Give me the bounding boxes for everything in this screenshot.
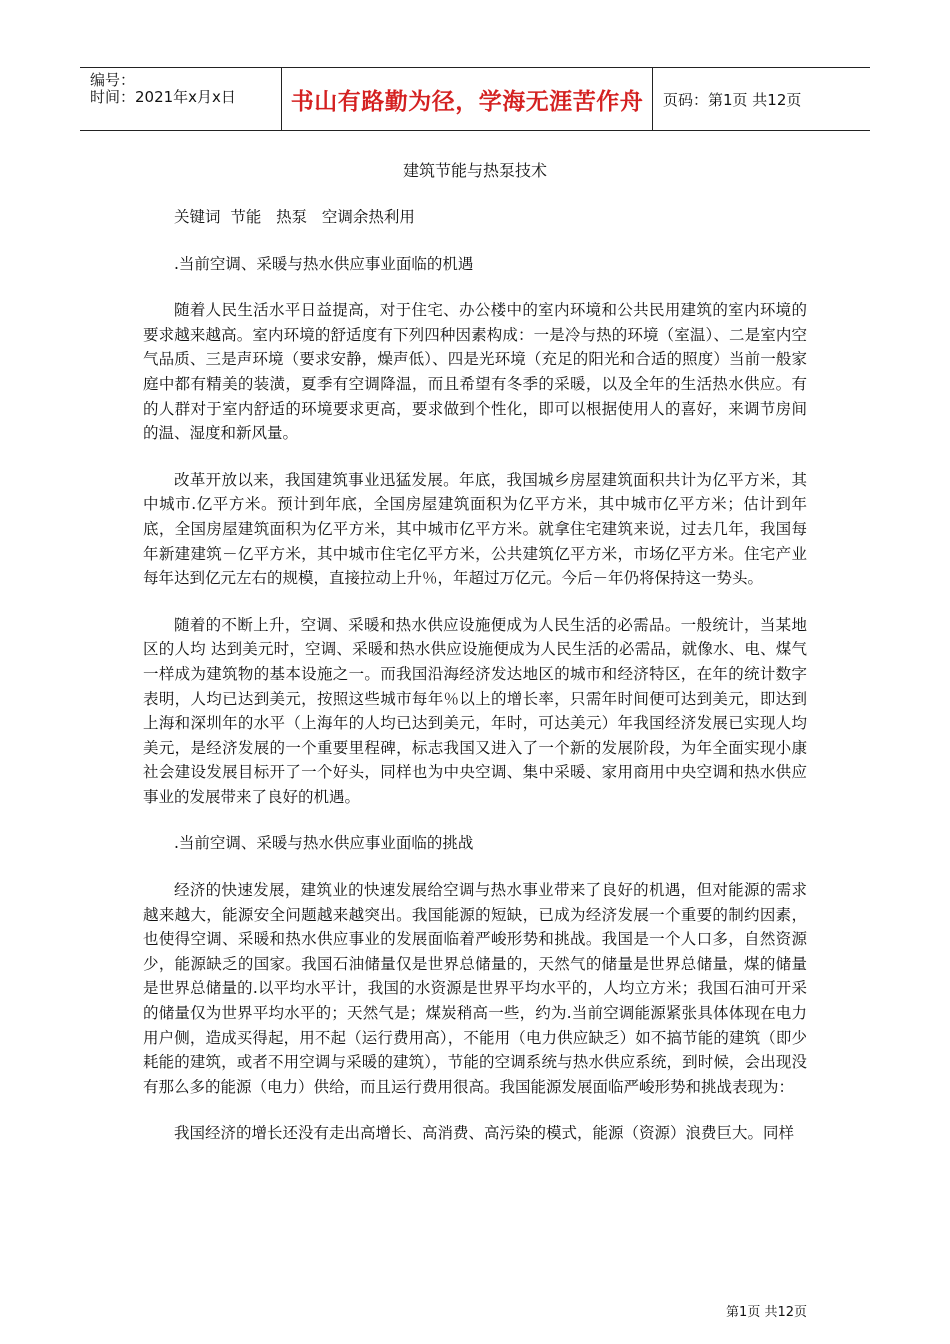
section-heading-opportunities: .当前空调、采暖与热水供应事业面临的机遇 <box>174 254 474 273</box>
header-motto: 书山有路勤为径，学海无涯苦作舟 <box>282 68 653 130</box>
document-title: 建筑节能与热泵技术 <box>402 161 547 180</box>
time-label: 时间：2021年x月x日 <box>90 88 236 106</box>
header-table <box>80 67 870 131</box>
header-page-label: 页码：第1页 共12页 <box>663 90 802 109</box>
paragraph-4: 经济的快速发展，建筑业的快速发展给空调与热水事业带来了良好的机遇，但对能源的需求越来越大，能源安全问题越来越突出。我国能源的短缺，已成为经济发展一个重要的制约因素，也使得空调、采暖和热水供应事业的发展面临着严峻形势和挑战。我国是一个人口多，自然资源少，能源缺乏的国家。我国石油储量仅是世界总储量的，天然气的储量是世界总储量，煤的储量是世界总储量的.以平均水平计，我国的水资源是世界平均水平的，人均立方米；我国石油可开采的储量仅为世界平均水平的；天然气是；煤炭稍高一些，约为.当前空调能源紧张具体体现在电力用户侧，造成买得起，用不起（运行费用高），不能用（电力供应缺乏）如不搞节能的建筑（即少耗能的建筑，或者不用空调与采暖的建筑），节能的空调系统与热水供应系统，到时候，会出现没有那么多的能源（电力）供给，而且运行费用很高。我国能源发展面临严峻形势和挑战表现为： <box>143 881 807 1096</box>
paragraph-2: 改革开放以来，我国建筑事业迅猛发展。年底，我国城乡房屋建筑面积共计为亿平方米，其中城市.亿平方米。预计到年底，全国房屋建筑面积为亿平方米，其中城市亿平方米；估计到年底，全国房屋建筑面积为亿平方米，其中城市亿平方米。就拿住宅建筑来说，过去几年，我国每年新建建筑－亿平方米，其中城市住宅亿平方米，公共建筑亿平方米，市场亿平方米。住宅产业每年达到亿元左右的规模，直接拉动上升％，年超过万亿元。今后－年仍将保持这一势头。 <box>143 470 807 588</box>
paragraph-5: 我国经济的增长还没有走出高增长、高消费、高污染的模式，能源（资源）浪费巨大。同样 <box>174 1124 795 1143</box>
keywords: 关键词 节能 热泵 空调余热利用 <box>174 208 415 226</box>
paragraph-1: 随着人民生活水平日益提高，对于住宅、办公楼中的室内环境和公共民用建筑的室内环境的要求越来越高。室内环境的舒适度有下列四种因素构成：一是冷与热的环境（室温）、二是室内空气品质、三是声环境（要求安静，燥声低）、四是光环境（充足的阳光和合适的照度）当前一般家庭中都有精美的装潢，夏季有空调降温，而且希望有冬季的采暖，以及全年的生活热水供应。有的人群对于室内舒适的环境要求更高，要求做到个性化，即可以根据使用人的喜好，来调节房间的温、湿度和新风量。 <box>143 301 807 443</box>
section-heading-challenges: .当前空调、采暖与热水供应事业面临的挑战 <box>174 834 474 853</box>
footer-page-number: 第1页 共12页 <box>726 1305 807 1320</box>
document-body <box>143 150 807 1168</box>
number-label: 编号： <box>90 71 136 89</box>
paragraph-3: 随着的不断上升，空调、采暖和热水供应设施便成为人民生活的必需品。一般统计，当某地区的人均 达到美元时，空调、采暖和热水供应设施便成为人民生活的必需品，就像水、电、煤气一样成为建筑物的基本设施之一。而我国沿海经济发达地区的城市和经济特区，在年的统计数字表明，人均已达到美元，按照这些城市每年％以上的增长率，只需年时间便可达到美元，即达到上海和深圳年的水平（上海年的人均已达到美元，年时，可达美元）年我国经济发展已实现人均美元，是经济发展的一个重要里程碑，标志我国又进入了一个新的发展阶段，为年全面实现小康社会建设发展目标开了一个好头，同样也为中央空调、集中采暖、家用商用中央空调和热水供应事业的发展带来了良好的机遇。 <box>143 615 807 806</box>
header-meta <box>80 68 282 130</box>
